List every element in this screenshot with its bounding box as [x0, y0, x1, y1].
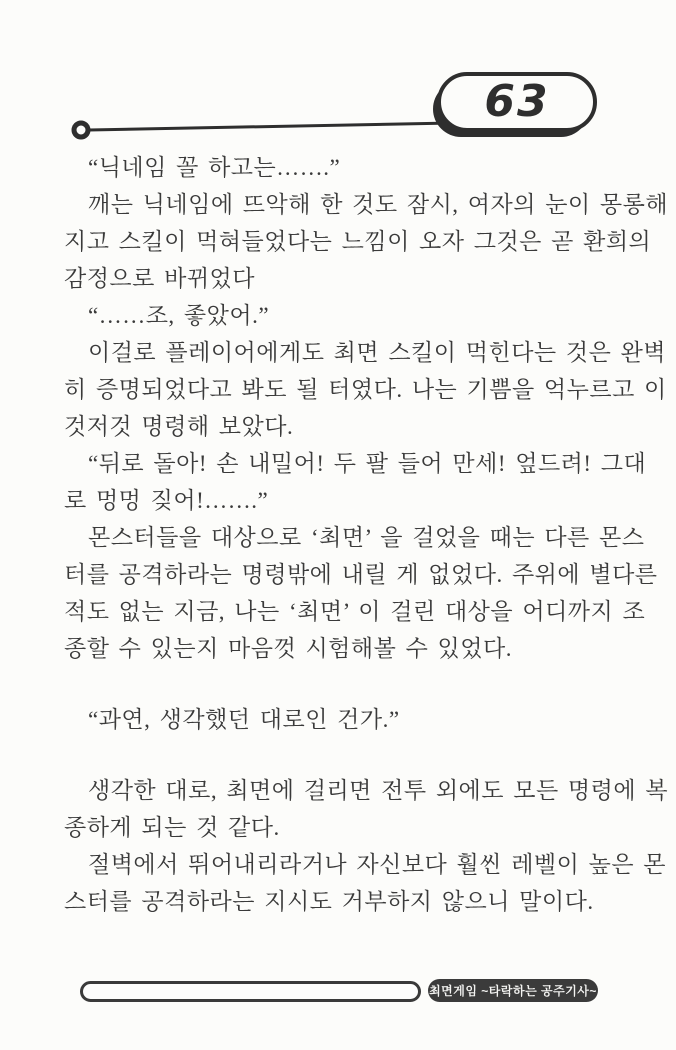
text-line: 지고 스킬이 먹혀들었다는 느낌이 오자 그것은 곧 환희의 [64, 229, 652, 254]
text-line: 히 증명되었다고 봐도 될 터였다. 나는 기쁨을 억누르고 이 [64, 377, 667, 402]
text-line: 절벽에서 뛰어내리라거나 자신보다 훨씬 레벨이 높은 몬 [88, 852, 667, 877]
book-title-badge [428, 979, 598, 1002]
text-line: 것저것 명령해 보았다. [64, 414, 294, 439]
text-line [64, 738, 606, 772]
text-line: 종할 수 있는지 마음껏 시험해볼 수 있었다. [64, 636, 512, 661]
header-rule-line [89, 123, 453, 130]
text-line: 깨는 닉네임에 뜨악해 한 것도 잠시, 여자의 눈이 몽롱해 [88, 192, 669, 217]
text-line: 적도 없는 지금, 나는 ‘최면’ 이 걸린 대상을 어디까지 조 [64, 599, 646, 624]
footer-rule-box [80, 981, 421, 1002]
text-line: 몬스터들을 대상으로 ‘최면’ 을 걸었을 때는 다른 몬스 [88, 525, 645, 550]
text-line: 터를 공격하라는 명령밖에 내릴 게 없었다. 주위에 별다른 [64, 562, 658, 587]
text-line: 감정으로 바뀌었다 [64, 266, 255, 291]
book-title: 최면게임 ~타락하는 공주기사~ [429, 984, 597, 998]
page-text [64, 149, 669, 920]
text-line: 종하게 되는 것 같다. [64, 815, 280, 840]
text-line: 생각한 대로, 최면에 걸리면 전투 외에도 모든 명령에 복 [88, 778, 669, 803]
text-line: “……조, 좋았어.” [88, 303, 270, 328]
text-line: 이걸로 플레이어에게도 최면 스킬이 먹힌다는 것은 완벽 [88, 340, 667, 365]
text-line: “닉네임 꼴 하고는…….” [88, 155, 341, 180]
text-line: 스터를 공격하라는 지시도 거부하지 않으니 말이다. [64, 889, 594, 914]
text-line: “뒤로 돌아! 손 내밀어! 두 팔 들어 만세! 엎드려! 그대 [88, 451, 647, 476]
text-line: “과연, 생각했던 대로인 건가.” [88, 707, 400, 732]
page-number-badge [437, 72, 597, 132]
text-line [64, 667, 606, 701]
header-rule-end-circle-icon [74, 123, 88, 137]
text-line: 로 멍멍 짖어!…….” [64, 488, 269, 513]
header-rule [68, 108, 460, 144]
page-number: 63 [484, 75, 550, 127]
